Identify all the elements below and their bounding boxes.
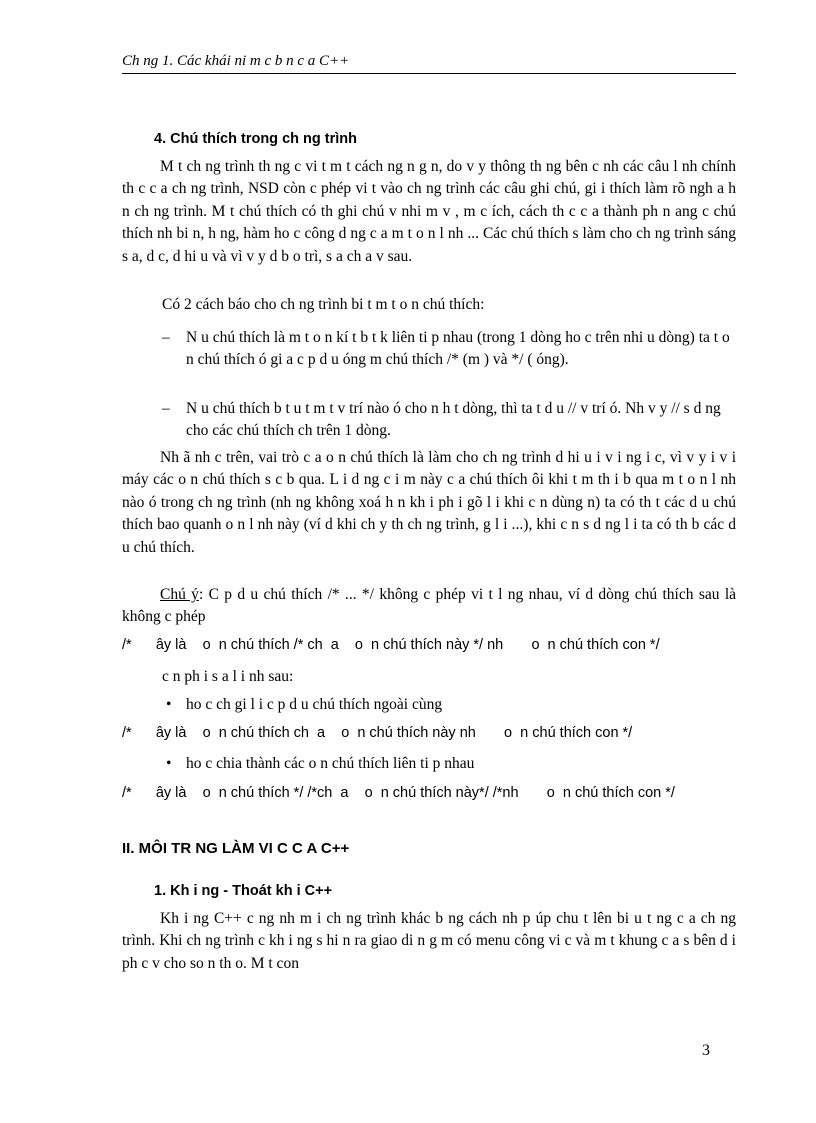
subsection-heading-start-exit: 1. Kh i ng - Thoát kh i C++	[154, 883, 333, 899]
paragraph-start-cpp: Kh i ng C++ c ng nh m i ch ng trình khác b ng cách nh p úp chu t lên bi u t ng c a ch ng trình. Khi ch ng trình c kh i ng s hi n ra giao di n g m có menu công vi c và m t khung c a s bên d i ph c v cho so n th o. M t con	[122, 910, 736, 972]
paragraph-note	[122, 584, 736, 629]
paragraph-fix-intro: c n ph i s a l i nh sau:	[162, 668, 294, 685]
note-label: Chú ý	[160, 586, 199, 603]
dash-marker: –	[162, 329, 170, 346]
note-text: : C p d u chú thích /* ... */ không c phép vi t l ng nhau, ví d dòng chú thích sau là không c phép	[122, 586, 737, 626]
code-example-nested: /* ây là o n chú thích /* ch a o n chú thích này */ nh o n chú thích con */	[122, 637, 660, 653]
section-heading-environment: II. MÔI TR NG LÀM VI C C A C++	[122, 840, 350, 857]
list-item-text: N u chú thích b t u t m t v trí nào ó cho n h t dòng, thì ta t d u // v trí ó. Nh v y // s d ng cho các chú thích ch trên 1 dòng.	[186, 400, 721, 439]
section-heading-comments: 4. Chú thích trong ch ng trình	[154, 131, 357, 147]
paragraph-two-ways: Có 2 cách báo cho ch ng trình bi t m t o n chú thích:	[162, 296, 485, 313]
paragraph-comments-intro: M t ch ng trình th ng c vi t m t cách ng n g n, do v y thông th ng bên c nh các câu l nh chính th c c a ch ng trình, NSD còn c phép vi t vào ch ng trình các câu ghi chú, gi i thích làm rõ ngh a h n ch ng trình. M t chú thích có th ghi chú v nhi m v , m c ích, cách th c c a thành ph n ang c chú thích nh bi n, h ng, hàm ho c công d ng c a m t o n l nh ... Các chú thích s làm cho ch ng trình sáng s a, d c, d hi u và vì v y d b o trì, s a ch a v sau.	[122, 158, 736, 265]
running-header: Ch ng 1. Các khái ni m c b n c a C++	[122, 52, 736, 74]
page-number: 3	[702, 1042, 710, 1059]
list-item-block-comment	[162, 327, 736, 371]
code-example-fixed-1: /* ây là o n chú thích ch a o n chú thích này nh o n chú thích con */	[122, 725, 633, 741]
bullet-text: ho c ch gi l i c p d u chú thích ngoài cùng	[186, 696, 443, 713]
paragraph-comment-role: Nh ã nh c trên, vai trò c a o n chú thích là làm cho ch ng trình d hi u i v i ng i c, vì v y i v i máy các o n chú thích s c b qua. L i d ng c i m này c a chú thích ôi khi t m th i b qua m t o n l nh nào ó trong ch ng trình (nh ng không xoá h n kh i ph i gõ l i khi c n dùng n) ta có th t các d u chú thích bao quanh o n l nh này (ví d khi ch y th ch ng trình, g l i ...), khi c n s d ng l i ta có th b các d u chú thích.	[122, 449, 736, 556]
list-item-line-comment	[162, 398, 736, 442]
bullet-item-split	[166, 754, 726, 774]
bullet-marker: •	[166, 755, 172, 772]
dash-marker: –	[162, 400, 170, 417]
bullet-marker: •	[166, 696, 172, 713]
bullet-item-keep-outer	[166, 695, 726, 715]
bullet-text: ho c chia thành các o n chú thích liên ti p nhau	[186, 755, 475, 772]
list-item-text: N u chú thích là m t o n kí t b t k liên ti p nhau (trong 1 dòng ho c trên nhi u dòng) ta t o n chú thích ó gi a c p d u óng m chú thích /* (m ) và */ ( óng).	[186, 329, 730, 368]
code-example-fixed-2: /* ây là o n chú thích */ /*ch a o n chú thích này*/ /*nh o n chú thích con */	[122, 785, 675, 801]
